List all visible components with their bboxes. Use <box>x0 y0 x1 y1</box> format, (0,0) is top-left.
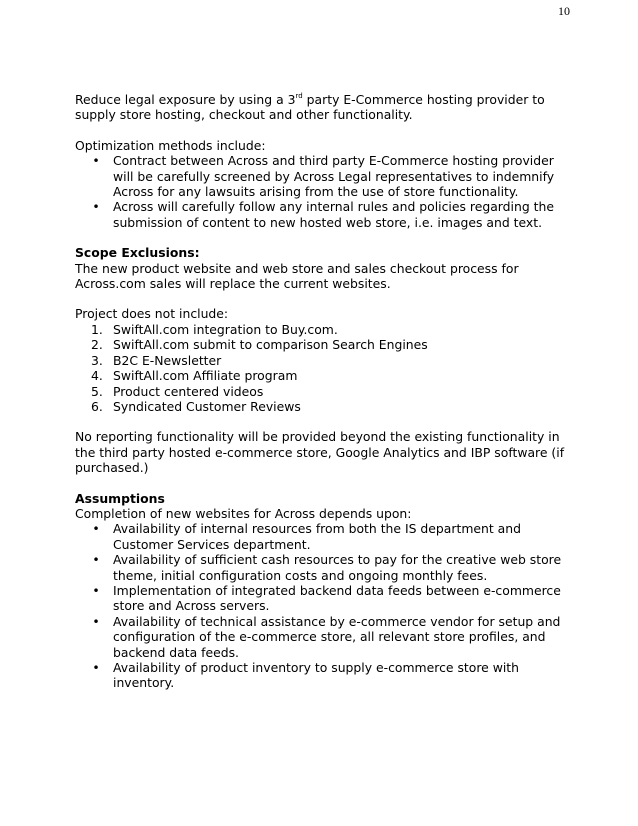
ordinal-suffix: rd <box>295 92 303 100</box>
list-item-text: Implementation of integrated backend data feeds between e-commerce store and Across servers. <box>113 582 561 614</box>
assumptions-heading: Assumptions <box>75 490 165 506</box>
bullet-icon: • <box>92 199 100 215</box>
bullet-icon: • <box>92 552 100 568</box>
list-item-text: B2C E-Newsletter <box>113 352 222 368</box>
item-number: 5. <box>91 383 103 399</box>
list-item <box>75 153 575 199</box>
intro-paragraph <box>75 92 575 123</box>
intro-text-end: party E-Commerce hosting provider to supply store hosting, checkout and other functionality. <box>75 92 545 123</box>
document-body <box>75 92 575 691</box>
item-number: 6. <box>91 398 103 414</box>
list-item <box>75 521 575 552</box>
list-item-text: Contract between Across and third party E-Commerce hosting provider will be carefully screened by Across Legal representatives to indemnify Across for any lawsuits arising from the use of store functionality. <box>113 153 555 200</box>
list-item-text: Product centered videos <box>113 383 264 399</box>
list-item <box>75 199 575 230</box>
item-number: 2. <box>91 337 103 353</box>
bullet-icon: • <box>92 153 100 169</box>
list-item-text: SwiftAll.com submit to comparison Search Engines <box>113 337 428 353</box>
assumptions-lead: Completion of new websites for Across depends upon: <box>75 505 412 521</box>
scope-heading: Scope Exclusions: <box>75 245 200 261</box>
bullet-icon: • <box>92 582 100 598</box>
reporting-paragraph: No reporting functionality will be provided beyond the existing functionality in the third party hosted e-commerce store, Google Analytics and IBP software (if purchased.) <box>75 429 565 476</box>
optimization-list <box>75 153 575 230</box>
list-item-text: Availability of sufficient cash resources to pay for the creative web store theme, initial configuration costs and ongoing monthly fees. <box>113 552 562 583</box>
bullet-icon: • <box>92 521 100 537</box>
list-item-text: Availability of technical assistance by e-commerce vendor for setup and configuration of the e-commerce store, all relevant store profiles, and backend data feeds. <box>113 613 561 660</box>
intro-text-start: Reduce legal exposure by using a 3 <box>75 92 296 107</box>
optimization-lead: Optimization methods include: <box>75 137 266 153</box>
item-number: 3. <box>91 352 103 368</box>
list-item <box>75 353 575 368</box>
bullet-icon: • <box>92 660 100 675</box>
item-number: 1. <box>91 321 103 337</box>
list-item <box>75 337 575 352</box>
list-item <box>75 660 575 691</box>
list-item-text: Syndicated Customer Reviews <box>113 398 301 414</box>
assumptions-list <box>75 521 575 690</box>
scope-text: The new product website and web store and sales checkout process for Across.com sales will replace the current websites. <box>75 260 519 292</box>
list-item-text: SwiftAll.com Affiliate program <box>113 368 298 384</box>
list-item <box>75 384 575 399</box>
list-item <box>75 614 575 660</box>
list-item-text: Availability of internal resources from both the IS department and Customer Services department. <box>113 521 521 552</box>
list-item <box>75 368 575 383</box>
bullet-icon: • <box>92 613 100 629</box>
not-include-lead: Project does not include: <box>75 306 229 322</box>
list-item-text: SwiftAll.com integration to Buy.com. <box>113 321 338 337</box>
exclusions-list <box>75 322 575 414</box>
page-number: 10 <box>558 4 570 18</box>
list-item <box>75 552 575 583</box>
list-item <box>75 322 575 337</box>
list-item-text: Across will carefully follow any internal rules and policies regarding the submission of content to new hosted web store, i.e. images and text. <box>113 199 554 230</box>
item-number: 4. <box>91 368 103 384</box>
list-item-text: Availability of product inventory to supply e-commerce store with inventory. <box>113 660 520 691</box>
list-item <box>75 399 575 414</box>
list-item <box>75 583 575 614</box>
